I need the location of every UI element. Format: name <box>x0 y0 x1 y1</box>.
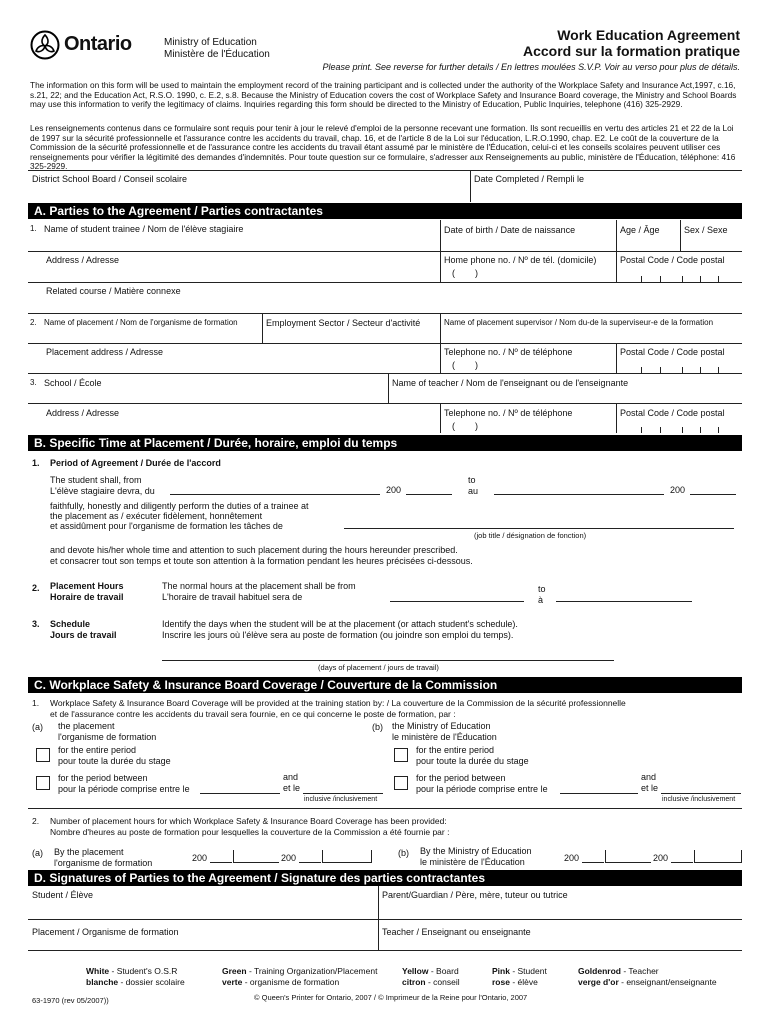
title-en: Work Education Agreement <box>557 27 740 43</box>
home-phone-field[interactable]: Home phone no. / Nº de tél. (domicile) <box>444 255 597 265</box>
student-address-field[interactable]: Address / Adresse <box>46 255 120 265</box>
trillium-icon <box>30 30 60 60</box>
placement-address-field[interactable]: Placement address / Adresse <box>46 347 164 357</box>
student-name-field[interactable]: Name of student trainee / Nom de l'élève stagiaire <box>44 224 244 234</box>
copy-yellow: Yellow - Board <box>402 966 459 976</box>
ministry-hours-to-box[interactable] <box>694 850 742 863</box>
section-b-title: B. Specific Time at Placement / Durée, horaire, emploi du temps <box>28 435 742 451</box>
sector-field[interactable]: Employment Sector / Secteur d'activité <box>266 318 421 328</box>
ministry-en: Ministry of Education <box>164 37 257 48</box>
school-field[interactable]: School / École <box>44 378 102 388</box>
date-completed-field[interactable]: Date Completed / Rempli le <box>474 174 585 184</box>
hours-to-line[interactable] <box>556 601 692 602</box>
supervisor-field[interactable]: Name of placement supervisor / Nom du-de la superviseur-e de la formation <box>444 318 714 327</box>
school-phone-field[interactable]: Telephone no. / Nº de téléphone <box>444 408 573 418</box>
job-title-line[interactable] <box>344 528 734 529</box>
placement-entire-checkbox[interactable] <box>36 748 50 762</box>
hours-from-line[interactable] <box>390 601 524 602</box>
ontario-logo <box>30 28 150 62</box>
teacher-signature-field[interactable]: Teacher / Enseignant ou enseignante <box>382 927 531 937</box>
copy-goldenrod: Goldenrod - Teacher <box>578 966 659 976</box>
section-a-title: A. Parties to the Agreement / Parties contractantes <box>28 203 742 219</box>
placement-postal-field[interactable]: Postal Code / Code postal <box>620 347 725 357</box>
teacher-name-field[interactable]: Name of teacher / Nom de l'enseignant ou de l'enseignante <box>392 378 629 388</box>
placement-hours-from-box[interactable] <box>233 850 279 863</box>
ministry-between-checkbox[interactable] <box>394 776 408 790</box>
placement-phone-field[interactable]: Telephone no. / Nº de téléphone <box>444 347 573 357</box>
placement-signature-field[interactable]: Placement / Organisme de formation <box>32 927 179 937</box>
copy-pink: Pink - Student <box>492 966 547 976</box>
copy-white: White - Student's O.S.R <box>86 966 178 976</box>
sex-field[interactable]: Sex / Sexe <box>684 225 728 235</box>
intro-fr: Les renseignements contenus dans ce formulaire sont requis pour tenir à jour le relevé d'emploi de la personne recevant une formation. Ils sont recueillis en vertu des articles 21 et 22 de la Loi de 1997 sur la sécurité professionnelle et l'assurance contre les accidents du travail, chap. 16, et de l'article 8 de la Loi sur l'éducation, L.R.O.1990, chap. E2. Le coût de la couverture de la Commission de la sécurité professionnelle et de l'assurance contre les accidents du travail étant assumé par le ministère de l'Éducation, celui-ci et les conseils scolaires peuvent utiliser ces renseignements pour vérifier la légitimité des demandes d'indemnités. Pour toute question sur ce formulaire, s'adresser aux Renseignements au public, ministère de l'Éducation, téléphone: 416 325-2929. <box>30 123 736 172</box>
logo-text: Ontario <box>64 33 132 55</box>
ministry-fr: Ministère de l'Éducation <box>164 49 270 60</box>
board-field[interactable]: District School Board / Conseil scolaire <box>32 174 188 184</box>
age-field[interactable]: Age / Âge <box>620 225 660 235</box>
placement-hours-to-box[interactable] <box>322 850 372 863</box>
section-c-title: C. Workplace Safety & Insurance Board Coverage / Couverture de la Commission <box>28 677 742 693</box>
postal-code-field[interactable]: Postal Code / Code postal <box>620 255 725 265</box>
form-number: 63-1970 (rev 05/2007)) <box>32 996 109 1005</box>
dob-field[interactable]: Date of birth / Date de naissance <box>444 225 576 235</box>
instruction: Please print. See reverse for further details / En lettres moulées S.V.P. Voir au verso pour plus de détails. <box>322 62 740 72</box>
period-title: Period of Agreement / Durée de l'accord <box>50 458 221 468</box>
intro-en: The information on this form will be used to maintain the employment record of the training participant and is collected under the authority of the Workplace Safety and Insurance Act,1997, c.16, s.21, 22; and the Education Act, R.S.O. 1990, c. E.2, s.8. Because the Ministry of Education covers the cost of Workplace Safety and Insurance Board coverage, the Ministry and School Boards may use this information to verify the legitimacy of claims. Inquiries regarding this form should be directed to the Ministry of Education, Public Inquiries, telephone (416) 325-2929. <box>30 80 737 110</box>
placement-name-field[interactable]: Name of placement / Nom de l'organisme de formation <box>44 318 238 327</box>
student-signature-field[interactable]: Student / Élève <box>32 890 94 900</box>
placement-between-checkbox[interactable] <box>36 776 50 790</box>
ministry-entire-checkbox[interactable] <box>394 748 408 762</box>
title-fr: Accord sur la formation pratique <box>522 43 740 59</box>
related-course-field[interactable]: Related course / Matière connexe <box>46 286 181 296</box>
copyright: © Queen's Printer for Ontario, 2007 / © Imprimeur de la Reine pour l'Ontario, 2007 <box>254 993 528 1002</box>
copy-green: Green - Training Organization/Placement <box>222 966 378 976</box>
ministry-hours-from-box[interactable] <box>605 850 651 863</box>
school-address-field[interactable]: Address / Adresse <box>46 408 120 418</box>
days-line[interactable] <box>162 660 614 661</box>
parent-signature-field[interactable]: Parent/Guardian / Père, mère, tuteur ou tutrice <box>382 890 568 900</box>
school-postal-field[interactable]: Postal Code / Code postal <box>620 408 725 418</box>
section-d-title: D. Signatures of Parties to the Agreement / Signature des parties contractantes <box>28 870 742 886</box>
